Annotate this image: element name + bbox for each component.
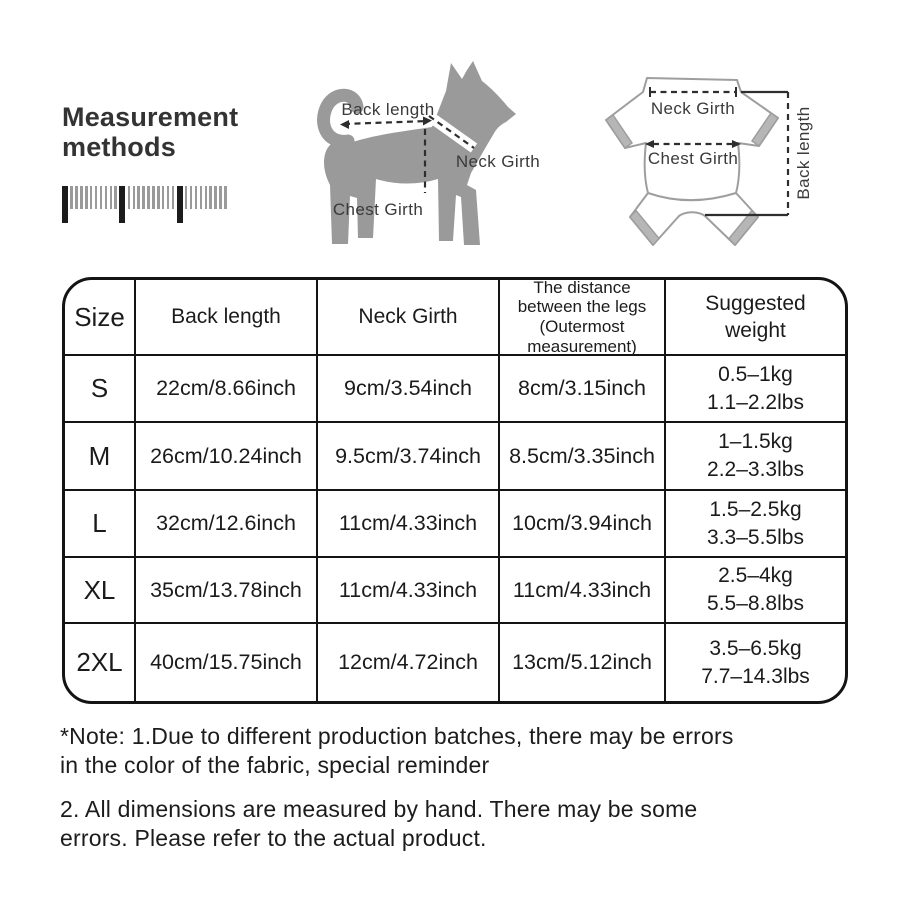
cell-neck-girth: 11cm/4.33inch [318,558,500,624]
cell-suggested-weight: 1.5–2.5kg 3.3–5.5lbs [666,491,845,558]
cell-legs-distance: 8cm/3.15inch [500,356,666,423]
cell-suggested-weight: 0.5–1kg 1.1–2.2lbs [666,356,845,423]
cell-size: XL [65,558,136,624]
cell-back-length: 40cm/15.75inch [136,624,318,701]
th-neck-girth: Neck Girth [318,280,500,356]
cell-suggested-weight: 1–1.5kg 2.2–3.3lbs [666,423,845,491]
cell-legs-distance: 11cm/4.33inch [500,558,666,624]
note-1: *Note: 1.Due to different production batches, there may be errors in the color of the fabric, special reminder [60,723,734,779]
cell-size: 2XL [65,624,136,701]
dog-neck-girth-label: Neck Girth [455,152,541,171]
page-title [62,102,238,162]
garment-neck-girth-label: Neck Girth [650,99,736,118]
page-title-line2: methods [62,132,176,163]
size-table [62,277,848,704]
garment-back-length-label: Back length [794,106,813,200]
cell-neck-girth: 9.5cm/3.74inch [318,423,500,491]
note-2: 2. All dimensions are measured by hand. There may be some errors. Please refer to the actual product. [60,795,698,852]
th-back-length: Back length [136,280,318,356]
cell-back-length: 35cm/13.78inch [136,558,318,624]
dog-diagram [310,45,600,260]
th-size: Size [65,280,136,356]
th-legs-distance: The distance between the legs (Outermost measurement) [500,280,666,356]
ruler-icon [62,186,229,226]
cell-size: L [65,491,136,558]
cell-legs-distance: 8.5cm/3.35inch [500,423,666,491]
cell-suggested-weight: 2.5–4kg 5.5–8.8lbs [666,558,845,624]
notes [60,722,880,854]
page-title-line1: Measurement [62,102,239,132]
garment-chest-girth-label: Chest Girth [647,149,739,168]
cell-legs-distance: 10cm/3.94inch [500,491,666,558]
cell-back-length: 26cm/10.24inch [136,423,318,491]
cell-neck-girth: 9cm/3.54inch [318,356,500,423]
th-suggested-weight: Suggested weight [666,280,845,356]
garment-diagram [595,40,885,270]
cell-size: S [65,356,136,423]
cell-back-length: 32cm/12.6inch [136,491,318,558]
dog-back-length-label: Back length [341,100,435,119]
dog-chest-girth-label: Chest Girth [332,200,424,219]
cell-suggested-weight: 3.5–6.5kg 7.7–14.3lbs [701,636,810,688]
cell-neck-girth: 11cm/4.33inch [318,491,500,558]
cell-neck-girth: 12cm/4.72inch [318,624,500,701]
cell-back-length: 22cm/8.66inch [136,356,318,423]
cell-legs-distance: 13cm/5.12inch [500,624,666,701]
cell-size: M [65,423,136,491]
